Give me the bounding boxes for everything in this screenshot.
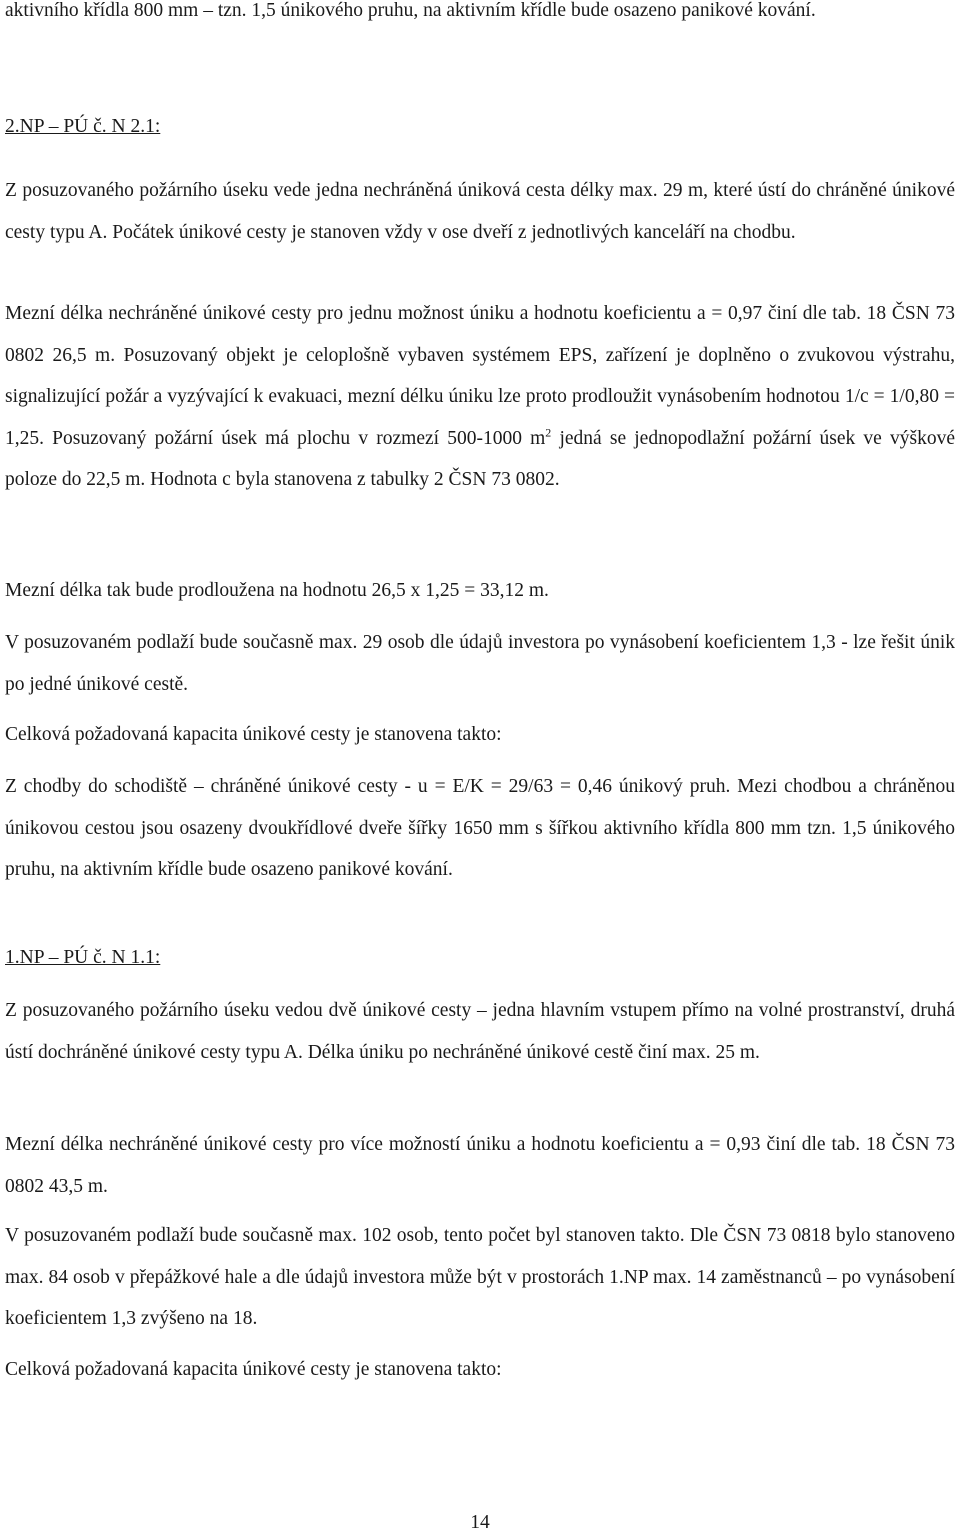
section-heading-1np: 1.NP – PÚ č. N 1.1: [5,947,161,968]
paragraph-persons-2np: V posuzovaném podlaží bude současně max. 29 osob dle údajů investora po vynásobení koeficientem 1,3 - lze řešit únik po jedné únikové cestě. [5,632,955,695]
page-number: 14 [470,1512,490,1533]
paragraph-limit-length-2np [5,293,955,501]
paragraph-escape-route-1np: Z posuzovaného požárního úseku vedou dvě únikové cesty – jedna hlavním vstupem přímo na volné prostranství, druhá ústí dochráněné únikové cesty typu A. Délka úniku po nechráněné únikové cestě činí max. 25 m. [5,1000,955,1063]
paragraph-capacity-intro-1np: Celková požadovaná kapacita únikové cesty je stanovena takto: [5,1359,502,1380]
superscript-square: 2 [545,425,552,439]
paragraph-limit-length-1np: Mezní délka nechráněné únikové cesty pro více možností úniku a hodnotu koeficientu a = 0,93 činí dle tab. 18 ČSN 73 0802 43,5 m. [5,1134,955,1197]
paragraph-limit-length-text-end: jedná se jednopodlažní požární úsek ve výškové poloze do 22,5 m. Hodnota c byla stanovena z tabulky 2 ČSN 73 0802. [5,427,955,490]
paragraph-capacity-intro-2np: Celková požadovaná kapacita únikové cesty je stanovena takto: [5,724,502,745]
section-heading-2np: 2.NP – PÚ č. N 2.1: [5,116,161,137]
paragraph-corridor-capacity: Z chodby do schodiště – chráněné únikové cesty - u = E/K = 29/63 = 0,46 únikový pruh. Mezi chodbou a chráněnou únikovou cestou jsou osazeny dvoukřídlové dveře šířky 1650 mm s šířkou aktivního křídla 800 mm tzn. 1,5 únikového pruhu, na aktivním křídle bude osazeno panikové kování. [5,776,955,880]
paragraph-limit-length-text: Mezní délka nechráněné únikové cesty pro jednu možnost úniku a hodnotu koeficientu a = 0,97 činí dle tab. 18 ČSN 73 0802 26,5 m. Posuzovaný objekt je celoplošně vybaven systémem EPS, zařízení je doplněno o zvukovou výstrahu, signalizující požár a vyzývající k evakuaci, mezní délku úniku lze proto prodloužit vynásobením hodnotou 1/c = 1/0,80 = 1,25. Posuzovaný požární úsek má plochu v rozmezí 500-1000 m [5,303,955,449]
paragraph-extended-length: Mezní délka tak bude prodloužena na hodnotu 26,5 x 1,25 = 33,12 m. [5,580,549,601]
paragraph-door-width-continued: aktivního křídla 800 mm – tzn. 1,5 únikového pruhu, na aktivním křídle bude osazeno panikové kování. [5,0,816,21]
paragraph-persons-1np: V posuzovaném podlaží bude současně max. 102 osob, tento počet byl stanoven takto. Dle ČSN 73 0818 bylo stanoveno max. 84 osob v přepážkové hale a dle údajů investora může být v prostorách 1.NP max. 14 zaměstnanců – po vynásobení koeficientem 1,3 zvýšeno na 18. [5,1225,955,1329]
paragraph-escape-route-2np: Z posuzovaného požárního úseku vede jedna nechráněná úniková cesta délky max. 29 m, které ústí do chráněné únikové cesty typu A. Počátek únikové cesty je stanoven vždy v ose dveří z jednotlivých kanceláří na chodbu. [5,180,955,243]
